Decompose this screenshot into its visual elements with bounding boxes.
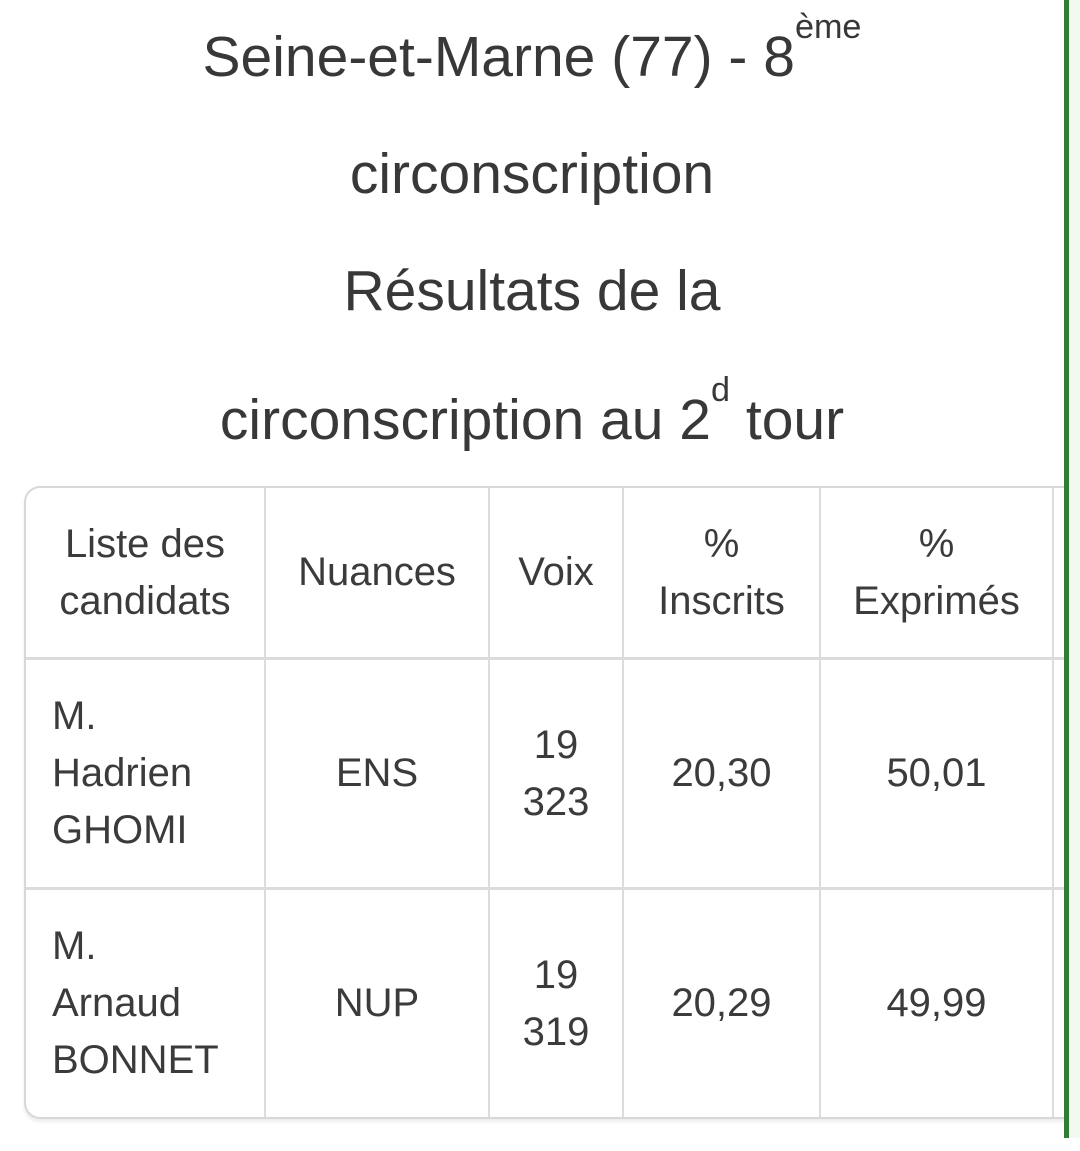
title-line-1 — [0, 0, 1064, 116]
nuance-cell: NUP — [265, 889, 489, 1118]
pct-inscrits-cell: 20,30 — [623, 659, 820, 889]
table-header-row — [26, 488, 1080, 659]
candidate-name: M. Arnaud BONNET — [52, 924, 219, 1082]
voix-value: 19 323 — [522, 722, 590, 824]
col-header-nuances: Nuances — [265, 488, 489, 659]
page-title — [0, 0, 1064, 479]
results-table — [26, 488, 1080, 1117]
candidate-cell — [26, 889, 265, 1118]
title-line-2: circonscription — [349, 142, 715, 206]
title-text-segment: tour — [730, 388, 845, 452]
pct-exprimes-cell: 49,99 — [820, 889, 1053, 1118]
results-table-container — [24, 486, 1080, 1119]
table-row — [26, 889, 1080, 1118]
pct-inscrits-cell: 20,29 — [623, 889, 820, 1118]
nuance-cell: ENS — [265, 659, 489, 889]
candidate-name: M. Hadrien GHOMI — [52, 694, 193, 852]
green-rule-tint — [1069, 0, 1080, 1138]
col-header-pct-exprimes: % Exprimés — [820, 488, 1053, 659]
title-text-segment: circonscription au 2 — [219, 388, 711, 452]
vertical-green-rule — [1064, 0, 1069, 1138]
col-header-candidates: Liste des candidats — [26, 488, 265, 659]
col-header-voix: Voix — [489, 488, 623, 659]
col-header-pct-inscrits: % Inscrits — [623, 488, 820, 659]
table-row — [26, 659, 1080, 889]
voix-cell — [489, 659, 623, 889]
voix-cell — [489, 889, 623, 1118]
pct-exprimes-cell: 50,01 — [820, 659, 1053, 889]
title-line-4 — [0, 350, 1064, 479]
candidate-cell — [26, 659, 265, 889]
ordinal-superscript: d — [711, 371, 731, 410]
title-text-segment: Seine-et-Marne (77) - 8 — [202, 25, 795, 89]
title-line-3: Résultats de la — [343, 259, 721, 323]
ordinal-superscript: ème — [794, 8, 862, 47]
voix-value: 19 319 — [522, 952, 590, 1054]
